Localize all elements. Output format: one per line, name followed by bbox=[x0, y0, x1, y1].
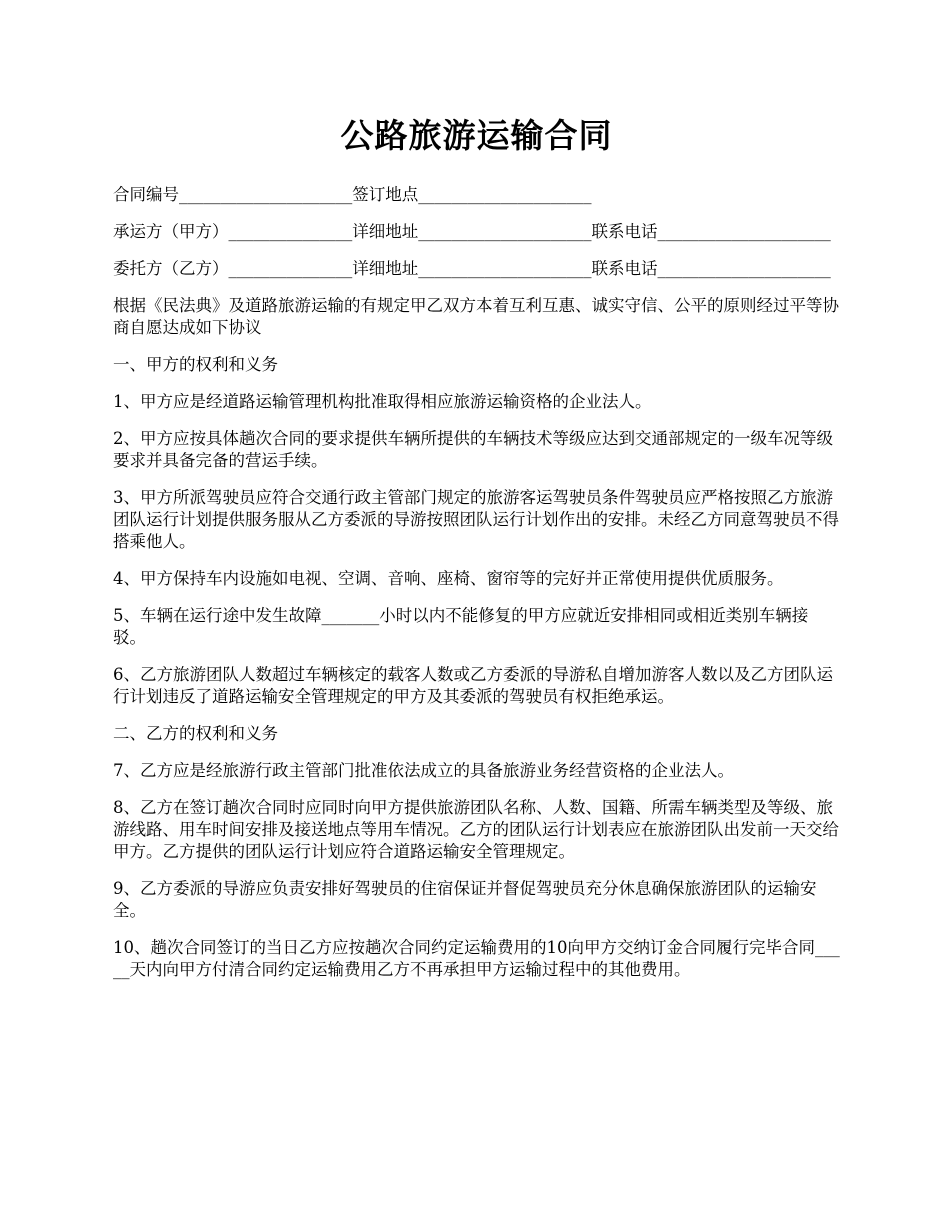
clause-9: 9、乙方委派的导游应负责安排好驾驶员的住宿保证并督促驾驶员充分休息确保旅游团队的运输安全。 bbox=[113, 879, 817, 920]
section-heading-party-b: 二、乙方的权利和义务 bbox=[113, 724, 278, 743]
clause-2: 2、甲方应按具体趟次合同的要求提供车辆所提供的车辆技术等级应达到交通部规定的一级车况等级要求并具备完备的营运手续。 bbox=[113, 429, 833, 470]
clause-7: 7、乙方应是经旅游行政主管部门批准依法成立的具备旅游业务经营资格的企业法人。 bbox=[113, 761, 734, 780]
party-a-line: 承运方（甲方）_______________详细地址_____________________联系电话_____________________ bbox=[113, 222, 831, 241]
clause-4: 4、甲方保持车内设施如电视、空调、音响、座椅、窗帘等的完好并正常使用提供优质服务。 bbox=[113, 569, 784, 588]
clause-10: 10、趟次合同签订的当日乙方应按趟次合同约定运输费用的10向甲方交纳订金合同履行完毕合同_____天内向甲方付清合同约定运输费用乙方不再承担甲方运输过程中的其他费用。 bbox=[113, 938, 840, 979]
section-heading-party-a: 一、甲方的权利和义务 bbox=[113, 355, 278, 374]
document-title: 公路旅游运输合同 bbox=[340, 116, 613, 155]
document-page bbox=[113, 110, 840, 996]
party-b-line: 委托方（乙方）_______________详细地址_____________________联系电话_____________________ bbox=[113, 259, 831, 278]
intro-paragraph: 根据《民法典》及道路旅游运输的有规定甲乙双方本着互利互惠、诚实守信、公平的原则经过平等协商自愿达成如下协议 bbox=[113, 296, 839, 337]
clause-6: 6、乙方旅游团队人数超过车辆核定的载客人数或乙方委派的导游私自增加游客人数以及乙方团队运行计划违反了道路运输安全管理规定的甲方及其委派的驾驶员有权拒绝承运。 bbox=[113, 665, 833, 706]
contract-number-line: 合同编号_____________________签订地点_____________________ bbox=[113, 185, 592, 204]
clause-8: 8、乙方在签订趟次合同时应同时向甲方提供旅游团队名称、人数、国籍、所需车辆类型及等级、旅游线路、用车时间安排及接送地点等用车情况。乙方的团队运行计划表应在旅游团队出发前一天交给甲方。乙方提供的团队运行计划应符合道路运输安全管理规定。 bbox=[113, 798, 839, 861]
clause-1: 1、甲方应是经道路运输管理机构批准取得相应旅游运输资格的企业法人。 bbox=[113, 392, 652, 411]
clause-5: 5、车辆在运行途中发生故障_______小时以内不能修复的甲方应就近安排相同或相近类别车辆接驳。 bbox=[113, 606, 809, 647]
clause-3: 3、甲方所派驾驶员应符合交通行政主管部门规定的旅游客运驾驶员条件驾驶员应严格按照乙方旅游团队运行计划提供服务服从乙方委派的导游按照团队运行计划作出的安排。未经乙方同意驾驶员不得搭乘他人。 bbox=[113, 488, 839, 551]
